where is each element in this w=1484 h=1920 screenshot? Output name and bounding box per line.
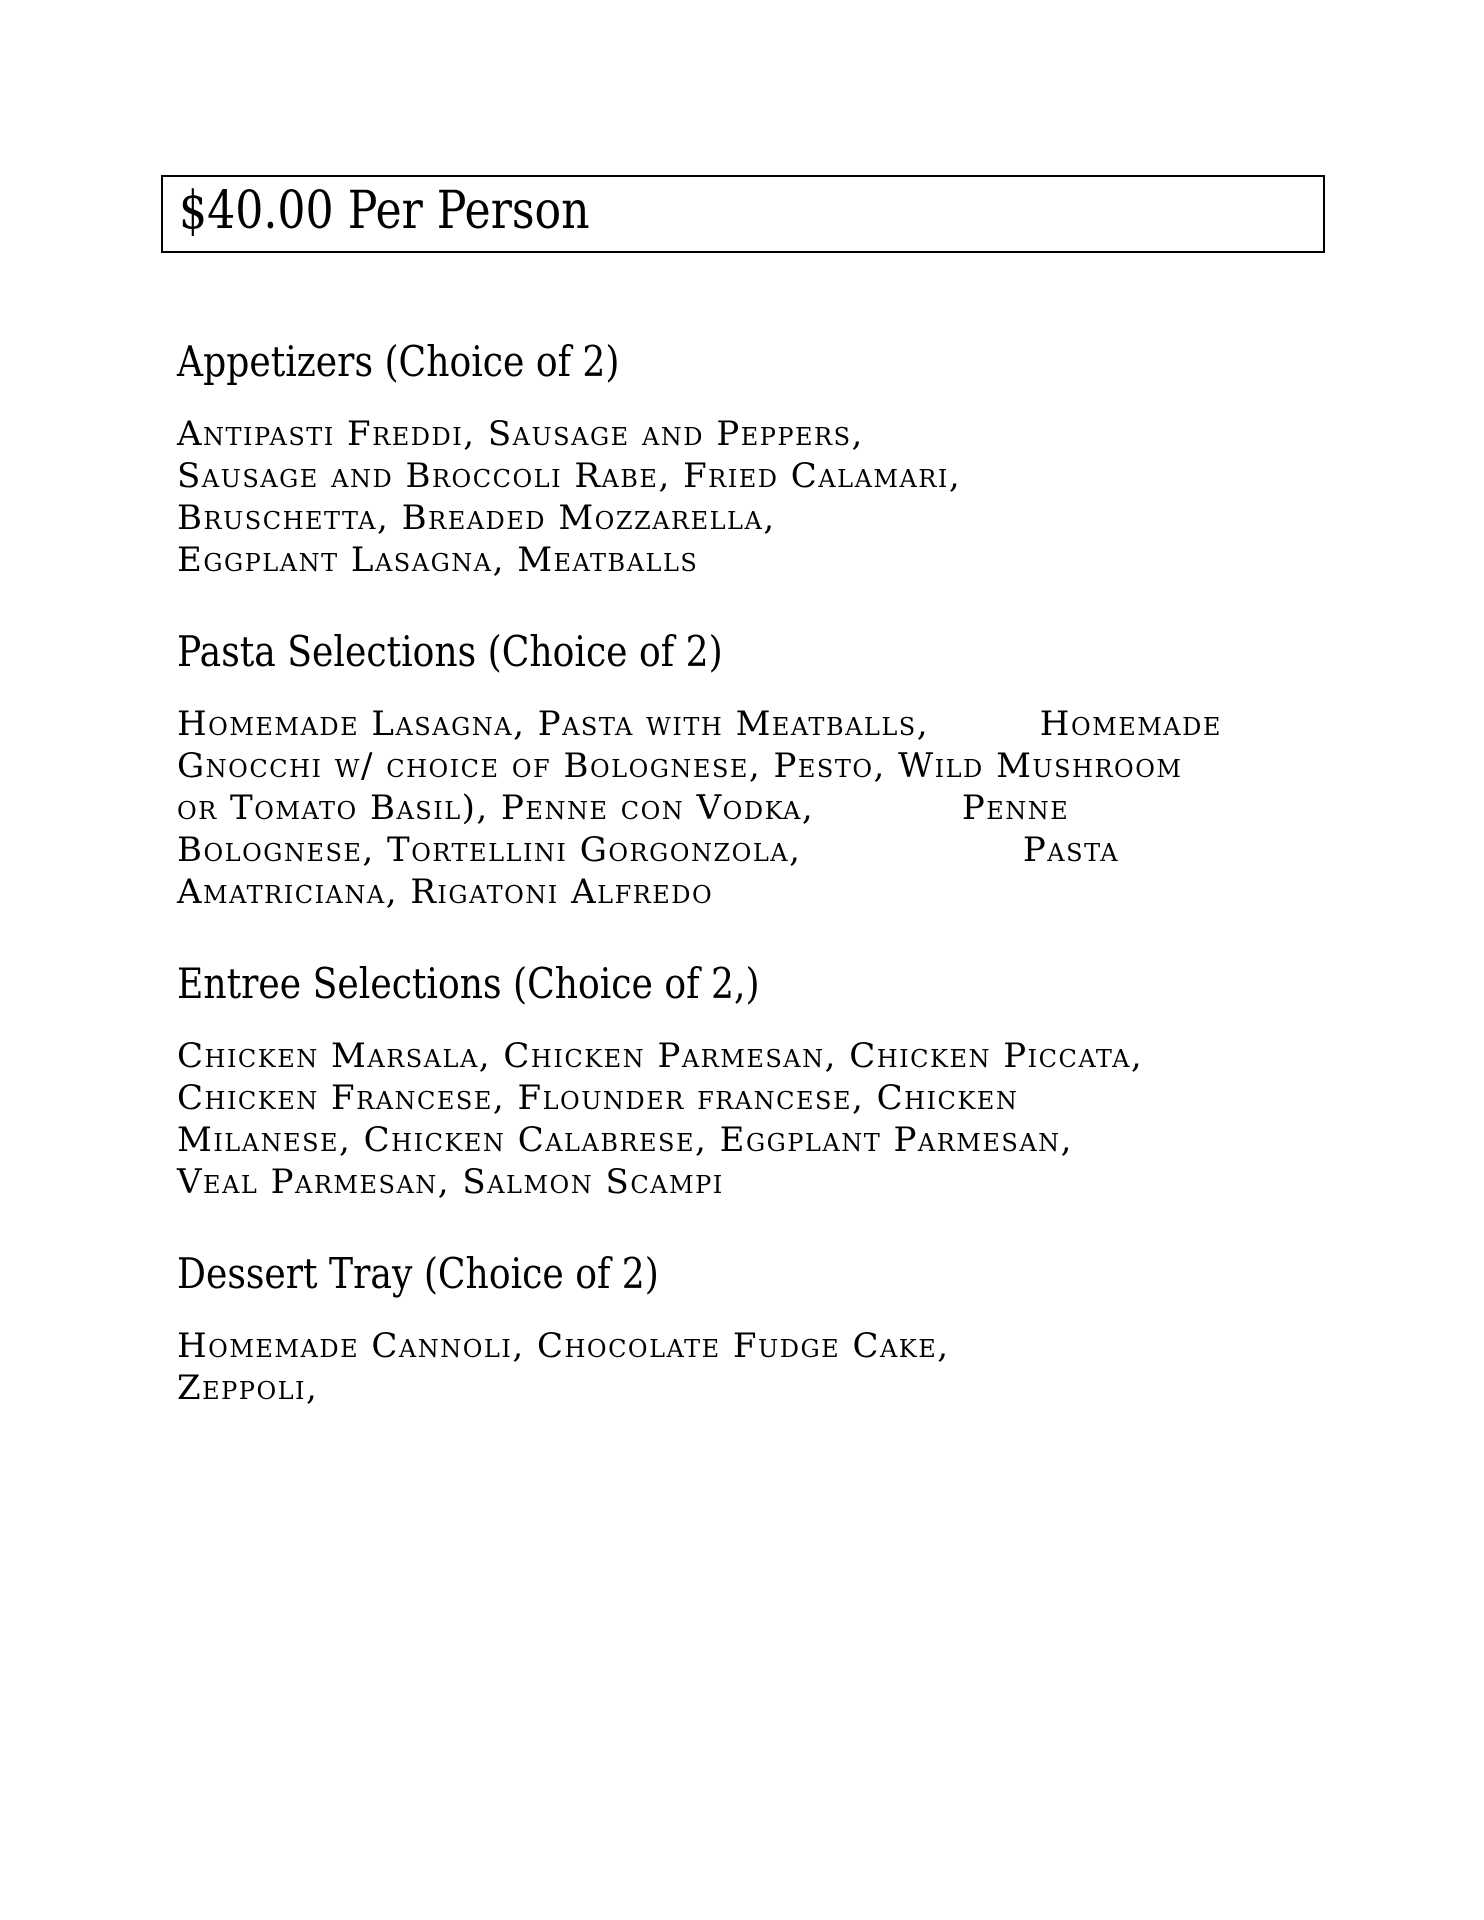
- menu-items-line: Bolognese, Tortellini Gorgonzola, Pasta: [177, 830, 1120, 870]
- section-heading-text: Appetizers (Choice of 2): [177, 337, 620, 386]
- price-header-box: [161, 175, 1325, 253]
- section-heading: [177, 959, 1325, 1009]
- section-heading-text: Entree Selections (Choice of 2,): [177, 959, 760, 1008]
- menu-items-line: Zeppoli,: [177, 1368, 319, 1408]
- section-desserts: [161, 1249, 1325, 1409]
- section-heading: [177, 1249, 1325, 1299]
- menu-items-line: Eggplant Lasagna, Meatballs: [177, 540, 699, 580]
- section-heading: [177, 627, 1325, 677]
- menu-items-line: Milanese, Chicken Calabrese, Eggplant Parmesan,: [177, 1120, 1073, 1160]
- price-per-person: $40.00 Per Person: [179, 181, 590, 241]
- menu-items-line: Homemade Cannoli, Chocolate Fudge Cake,: [177, 1326, 950, 1366]
- menu-items-line: Sausage and Broccoli Rabe, Fried Calamari,: [177, 456, 962, 496]
- desserts-list: [177, 1325, 1325, 1409]
- menu-items-line: Antipasti Freddi, Sausage and Peppers,: [177, 414, 864, 454]
- menu-items-line: Homemade Lasagna, Pasta with Meatballs, Homemade: [177, 704, 1222, 744]
- section-appetizers: [161, 337, 1325, 581]
- pasta-list: [177, 703, 1325, 913]
- menu-items-line: Gnocchi w/ choice of Bolognese, Pesto, Wild Mushroom: [177, 746, 1183, 786]
- entrees-list: [177, 1035, 1325, 1203]
- appetizers-list: [177, 413, 1325, 581]
- menu-items-line: or Tomato Basil), Penne con Vodka, Penne: [177, 788, 1070, 828]
- section-entrees: [161, 959, 1325, 1203]
- section-heading-text: Pasta Selections (Choice of 2): [177, 627, 723, 676]
- menu-items-line: Veal Parmesan, Salmon Scampi: [177, 1162, 724, 1202]
- section-heading-text: Dessert Tray (Choice of 2): [177, 1249, 659, 1298]
- section-heading: [177, 337, 1325, 387]
- menu-items-line: Amatriciana, Rigatoni Alfredo: [177, 872, 714, 912]
- section-pasta: [161, 627, 1325, 913]
- menu-items-line: Bruschetta, Breaded Mozzarella,: [177, 498, 776, 538]
- menu-items-line: Chicken Francese, Flounder francese, Chicken: [177, 1078, 1019, 1118]
- menu-items-line: Chicken Marsala, Chicken Parmesan, Chicken Piccata,: [177, 1036, 1144, 1076]
